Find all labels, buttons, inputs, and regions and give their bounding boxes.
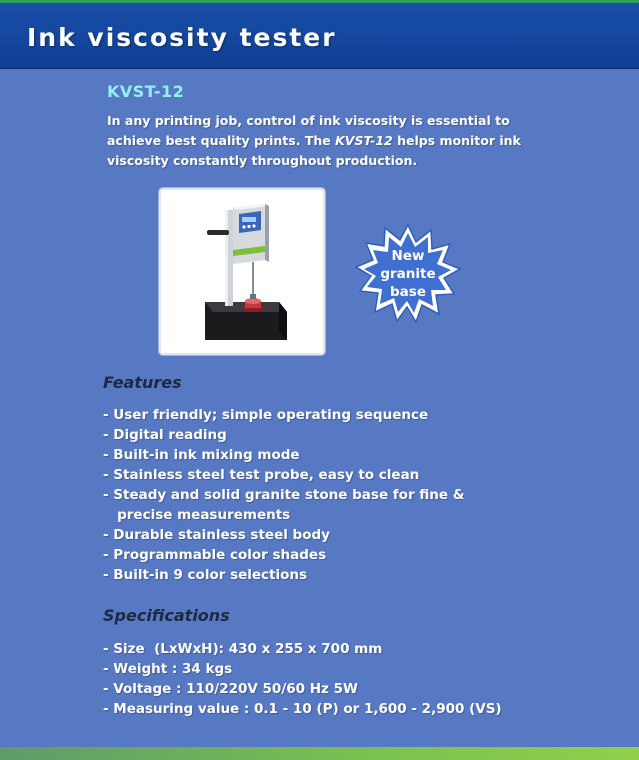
intro-text-1: In any printing job, control of ink viscosity is essential to achieve best quality prints. The	[107, 113, 510, 148]
list-item: - Steady and solid granite stone base for fine &	[103, 487, 465, 503]
list-item: - Built-in 9 color selections	[103, 567, 308, 583]
list-item: - Programmable color shades	[103, 547, 327, 563]
bottom-accent-bar	[0, 747, 639, 760]
list-item: - Built-in ink mixing mode	[103, 447, 300, 463]
viscosity-tester-illustration	[161, 190, 323, 353]
list-item: - Voltage : 110/220V 50/60 Hz 5W	[103, 681, 358, 697]
features-heading: Features	[103, 373, 182, 392]
list-item: - Digital reading	[103, 427, 227, 443]
page-header	[0, 3, 639, 69]
list-item: - Weight : 34 kgs	[103, 661, 233, 677]
specifications-heading: Specifications	[103, 606, 230, 625]
product-model: KVST-12	[107, 82, 185, 101]
badge-line-2: granite	[380, 266, 436, 282]
badge-line-1: New	[391, 248, 425, 264]
list-item: - Size (LxWxH): 430 x 255 x 700 mm	[103, 641, 383, 657]
page-title: Ink viscosity tester	[27, 23, 337, 52]
new-badge-text	[352, 247, 464, 301]
product-photo	[159, 188, 325, 355]
list-item: - Measuring value : 0.1 - 10 (P) or 1,600 - 2,900 (VS)	[103, 701, 502, 717]
list-item: - Durable stainless steel body	[103, 527, 330, 543]
intro-model-italic: KVST-12	[335, 133, 393, 148]
features-list	[103, 405, 465, 585]
intro-text-2: helps monitor ink viscosity constantly throughout production.	[107, 133, 521, 168]
product-intro	[107, 111, 527, 171]
specifications-list	[103, 639, 502, 719]
list-item: - User friendly; simple operating sequence	[103, 407, 429, 423]
list-item: precise measurements	[103, 507, 291, 523]
list-item: - Stainless steel test probe, easy to clean	[103, 467, 420, 483]
badge-line-3: base	[390, 284, 426, 300]
